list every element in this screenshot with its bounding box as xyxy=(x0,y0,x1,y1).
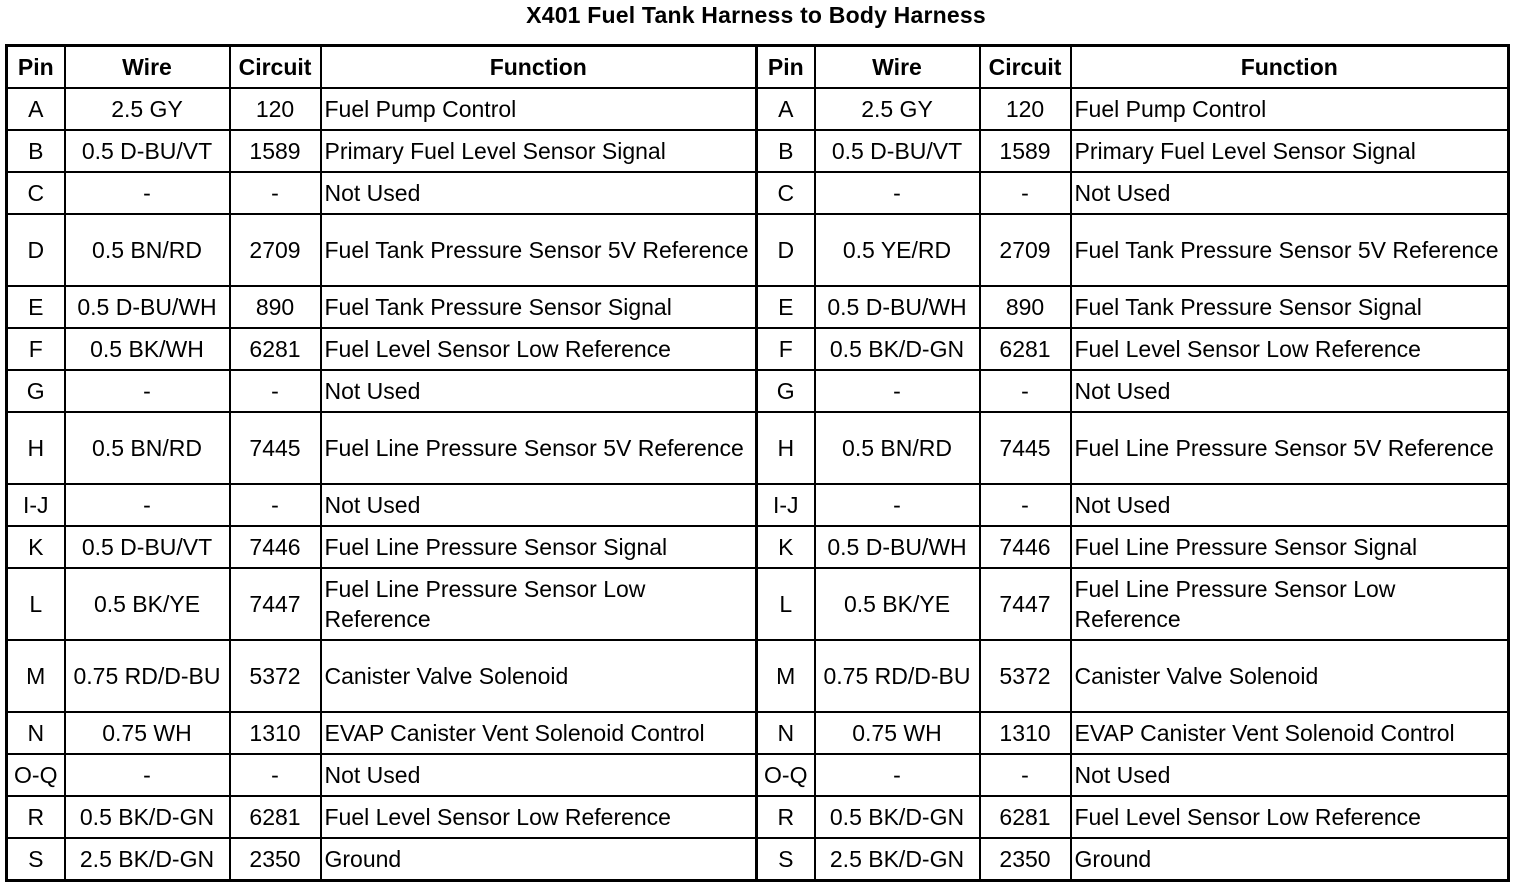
pin-cell: F xyxy=(757,328,815,370)
pin-cell: S xyxy=(7,838,65,881)
pin-cell: D xyxy=(7,214,65,286)
table-row xyxy=(7,712,1509,754)
wire-cell: 0.5 YE/RD xyxy=(815,214,980,286)
pin-cell: K xyxy=(7,526,65,568)
wire-cell: 2.5 GY xyxy=(65,88,230,130)
header-wire: Wire xyxy=(65,46,230,89)
wire-cell: - xyxy=(815,484,980,526)
pin-cell: A xyxy=(7,88,65,130)
pin-cell: K xyxy=(757,526,815,568)
pin-cell: I-J xyxy=(757,484,815,526)
pin-cell: D xyxy=(757,214,815,286)
function-cell: Fuel Tank Pressure Sensor 5V Reference xyxy=(321,214,757,286)
circuit-cell: - xyxy=(980,754,1071,796)
function-cell: Fuel Level Sensor Low Reference xyxy=(1071,796,1509,838)
circuit-cell: - xyxy=(230,754,321,796)
table-row xyxy=(7,484,1509,526)
circuit-cell: 120 xyxy=(980,88,1071,130)
wire-cell: 2.5 BK/D-GN xyxy=(815,838,980,881)
table-row xyxy=(7,796,1509,838)
wire-cell: - xyxy=(815,754,980,796)
function-cell: Not Used xyxy=(321,754,757,796)
function-cell: Fuel Tank Pressure Sensor Signal xyxy=(321,286,757,328)
header-circuit: Circuit xyxy=(230,46,321,89)
function-cell: Fuel Line Pressure Sensor Signal xyxy=(321,526,757,568)
pin-cell: O-Q xyxy=(7,754,65,796)
wire-cell: 0.75 WH xyxy=(65,712,230,754)
header-pin: Pin xyxy=(7,46,65,89)
circuit-cell: 2350 xyxy=(230,838,321,881)
table-row xyxy=(7,754,1509,796)
wire-cell: - xyxy=(65,754,230,796)
circuit-cell: 1310 xyxy=(980,712,1071,754)
circuit-cell: - xyxy=(230,370,321,412)
wire-cell: 0.5 D-BU/WH xyxy=(815,286,980,328)
wire-cell: 0.5 BN/RD xyxy=(815,412,980,484)
wire-cell: - xyxy=(815,370,980,412)
function-cell: Fuel Level Sensor Low Reference xyxy=(321,796,757,838)
circuit-cell: 2709 xyxy=(230,214,321,286)
table-row xyxy=(7,838,1509,881)
circuit-cell: 890 xyxy=(980,286,1071,328)
function-cell: Fuel Line Pressure Sensor Low Reference xyxy=(321,568,757,640)
circuit-cell: 5372 xyxy=(980,640,1071,712)
pin-cell: O-Q xyxy=(757,754,815,796)
wire-cell: 2.5 GY xyxy=(815,88,980,130)
wire-cell: - xyxy=(65,484,230,526)
table-row xyxy=(7,328,1509,370)
pin-cell: L xyxy=(7,568,65,640)
wire-cell: 0.5 BK/YE xyxy=(815,568,980,640)
pin-cell: R xyxy=(7,796,65,838)
table-row xyxy=(7,526,1509,568)
table-row xyxy=(7,286,1509,328)
pin-cell: E xyxy=(757,286,815,328)
wire-cell: - xyxy=(815,172,980,214)
function-cell: Fuel Tank Pressure Sensor Signal xyxy=(1071,286,1509,328)
header-row xyxy=(7,46,1509,89)
function-cell: Not Used xyxy=(321,484,757,526)
circuit-cell: 6281 xyxy=(230,796,321,838)
circuit-cell: 2709 xyxy=(980,214,1071,286)
circuit-cell: 890 xyxy=(230,286,321,328)
circuit-cell: - xyxy=(980,484,1071,526)
wire-cell: 0.5 D-BU/WH xyxy=(815,526,980,568)
function-cell: Ground xyxy=(321,838,757,881)
header-function: Function xyxy=(1071,46,1509,89)
pin-cell: E xyxy=(7,286,65,328)
function-cell: Not Used xyxy=(321,370,757,412)
connector-pinout-table xyxy=(5,44,1510,882)
header-circuit: Circuit xyxy=(980,46,1071,89)
circuit-cell: 5372 xyxy=(230,640,321,712)
table-row xyxy=(7,568,1509,640)
function-cell: Fuel Level Sensor Low Reference xyxy=(321,328,757,370)
function-cell: Fuel Level Sensor Low Reference xyxy=(1071,328,1509,370)
pin-cell: N xyxy=(757,712,815,754)
wire-cell: 0.5 D-BU/WH xyxy=(65,286,230,328)
table-row xyxy=(7,130,1509,172)
pin-cell: B xyxy=(757,130,815,172)
header-function: Function xyxy=(321,46,757,89)
table-row xyxy=(7,172,1509,214)
pin-cell: M xyxy=(7,640,65,712)
function-cell: Not Used xyxy=(1071,484,1509,526)
function-cell: Fuel Pump Control xyxy=(1071,88,1509,130)
wire-cell: 0.5 BN/RD xyxy=(65,412,230,484)
wire-cell: 0.5 BK/WH xyxy=(65,328,230,370)
function-cell: Not Used xyxy=(321,172,757,214)
function-cell: Fuel Line Pressure Sensor 5V Reference xyxy=(321,412,757,484)
pin-cell: L xyxy=(757,568,815,640)
circuit-cell: 6281 xyxy=(230,328,321,370)
circuit-cell: 6281 xyxy=(980,328,1071,370)
wire-cell: - xyxy=(65,172,230,214)
wire-cell: 0.5 BK/D-GN xyxy=(815,796,980,838)
pin-cell: G xyxy=(757,370,815,412)
wire-cell: 0.5 D-BU/VT xyxy=(815,130,980,172)
header-pin: Pin xyxy=(757,46,815,89)
table-row xyxy=(7,88,1509,130)
function-cell: Fuel Line Pressure Sensor Low Reference xyxy=(1071,568,1509,640)
function-cell: Fuel Pump Control xyxy=(321,88,757,130)
page-title: X401 Fuel Tank Harness to Body Harness xyxy=(526,2,986,28)
header-wire: Wire xyxy=(815,46,980,89)
circuit-cell: - xyxy=(980,370,1071,412)
circuit-cell: 7445 xyxy=(980,412,1071,484)
circuit-cell: 7447 xyxy=(230,568,321,640)
table-row xyxy=(7,640,1509,712)
circuit-cell: - xyxy=(230,172,321,214)
pin-cell: N xyxy=(7,712,65,754)
table-row xyxy=(7,214,1509,286)
circuit-cell: 1589 xyxy=(980,130,1071,172)
wire-cell: 0.75 RD/D-BU xyxy=(65,640,230,712)
pin-cell: M xyxy=(757,640,815,712)
circuit-cell: 7446 xyxy=(980,526,1071,568)
circuit-cell: 1589 xyxy=(230,130,321,172)
wire-cell: - xyxy=(65,370,230,412)
function-cell: Canister Valve Solenoid xyxy=(1071,640,1509,712)
table-row xyxy=(7,370,1509,412)
pin-cell: R xyxy=(757,796,815,838)
pin-cell: H xyxy=(757,412,815,484)
circuit-cell: - xyxy=(230,484,321,526)
function-cell: Fuel Tank Pressure Sensor 5V Reference xyxy=(1071,214,1509,286)
function-cell: Fuel Line Pressure Sensor 5V Reference xyxy=(1071,412,1509,484)
wire-cell: 0.5 BK/D-GN xyxy=(65,796,230,838)
pin-cell: I-J xyxy=(7,484,65,526)
circuit-cell: 2350 xyxy=(980,838,1071,881)
pin-cell: S xyxy=(757,838,815,881)
pin-cell: C xyxy=(7,172,65,214)
wire-cell: 0.5 D-BU/VT xyxy=(65,526,230,568)
pin-cell: G xyxy=(7,370,65,412)
function-cell: EVAP Canister Vent Solenoid Control xyxy=(321,712,757,754)
table-row xyxy=(7,412,1509,484)
wire-cell: 0.75 WH xyxy=(815,712,980,754)
wire-cell: 0.5 BN/RD xyxy=(65,214,230,286)
pin-cell: H xyxy=(7,412,65,484)
wire-cell: 0.75 RD/D-BU xyxy=(815,640,980,712)
circuit-cell: 6281 xyxy=(980,796,1071,838)
function-cell: Ground xyxy=(1071,838,1509,881)
pin-cell: C xyxy=(757,172,815,214)
circuit-cell: 7447 xyxy=(980,568,1071,640)
wire-cell: 2.5 BK/D-GN xyxy=(65,838,230,881)
pin-cell: F xyxy=(7,328,65,370)
circuit-cell: 7445 xyxy=(230,412,321,484)
function-cell: Not Used xyxy=(1071,370,1509,412)
function-cell: EVAP Canister Vent Solenoid Control xyxy=(1071,712,1509,754)
circuit-cell: 1310 xyxy=(230,712,321,754)
circuit-cell: - xyxy=(980,172,1071,214)
function-cell: Not Used xyxy=(1071,172,1509,214)
function-cell: Primary Fuel Level Sensor Signal xyxy=(321,130,757,172)
circuit-cell: 120 xyxy=(230,88,321,130)
pin-cell: B xyxy=(7,130,65,172)
wire-cell: 0.5 D-BU/VT xyxy=(65,130,230,172)
function-cell: Fuel Line Pressure Sensor Signal xyxy=(1071,526,1509,568)
function-cell: Primary Fuel Level Sensor Signal xyxy=(1071,130,1509,172)
function-cell: Canister Valve Solenoid xyxy=(321,640,757,712)
circuit-cell: 7446 xyxy=(230,526,321,568)
wire-cell: 0.5 BK/YE xyxy=(65,568,230,640)
wire-cell: 0.5 BK/D-GN xyxy=(815,328,980,370)
pin-cell: A xyxy=(757,88,815,130)
function-cell: Not Used xyxy=(1071,754,1509,796)
